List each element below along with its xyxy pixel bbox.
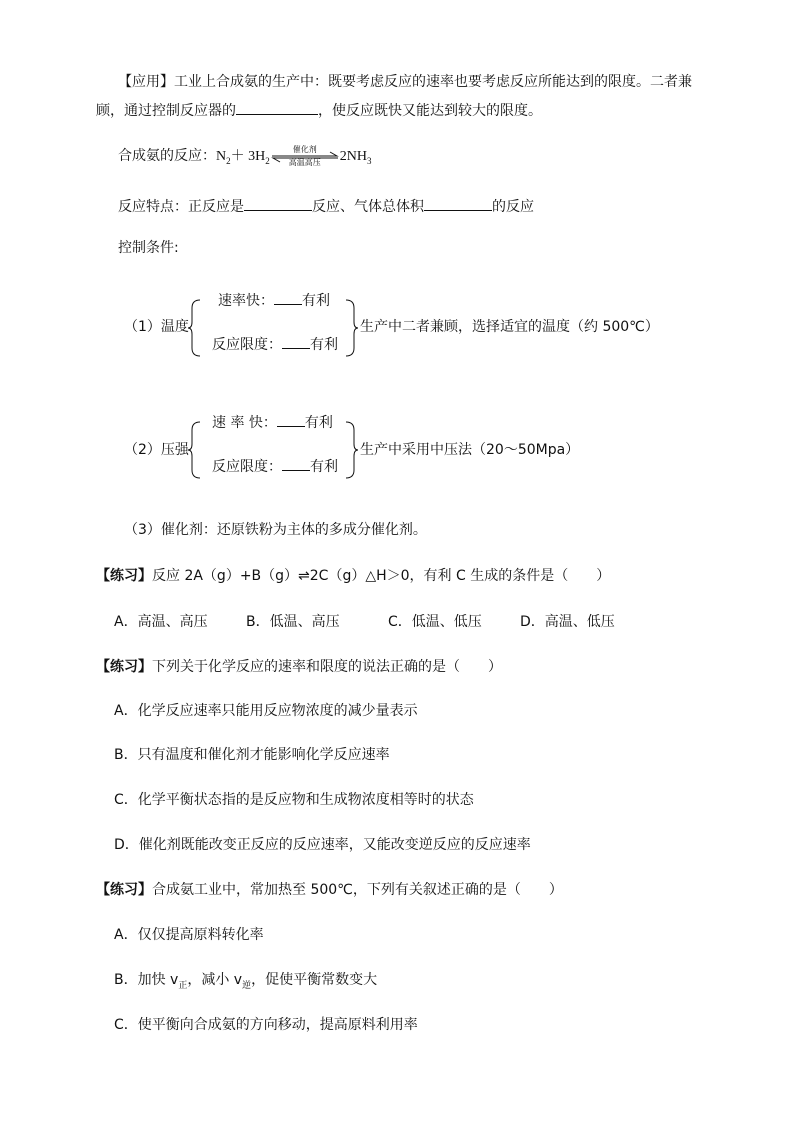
- temperature-rate-row: [218, 290, 330, 311]
- exercise-3-option-b-part-2: ，减小 v: [187, 972, 243, 988]
- left-brace-icon: [188, 298, 202, 358]
- exercise-3-question: [96, 880, 563, 900]
- exercise-2-option-d[interactable]: D．催化剂既能改变正反应的反应速率，又能改变逆反应的反应速率: [114, 837, 531, 853]
- temperature-rate-label: 速率快：: [218, 293, 274, 309]
- features-text-c: 的反应: [492, 199, 534, 215]
- exercise-2-option-c[interactable]: C．化学平衡状态指的是反应物和生成物浓度相等时的状态: [114, 792, 474, 808]
- conditions-label: 高温高压: [288, 158, 321, 167]
- exercise-1-option-a[interactable]: A．高温、高压: [114, 614, 208, 630]
- exercise-1-text: 反应 2A（g）+B（g）⇌2C（g）△H＞0，有利 C 生成的条件是（ ）: [152, 568, 611, 584]
- blank-reactor-condition[interactable]: [236, 100, 318, 115]
- pressure-limit-label: 反应限度：: [212, 459, 282, 475]
- exercise-1-question: [96, 566, 610, 586]
- forward-rate-subscript: 正: [178, 980, 188, 991]
- reverse-rate-subscript: 逆: [242, 980, 252, 991]
- exercise-3-option-b-part-3: ，促使平衡常数变大: [251, 972, 378, 988]
- application-tag: 【应用】: [118, 74, 174, 90]
- blank-pressure-rate[interactable]: [277, 412, 305, 427]
- blank-reaction-type[interactable]: [244, 196, 312, 211]
- right-brace-icon: [344, 420, 358, 480]
- exercise-1-option-c[interactable]: C．低温、低压: [388, 614, 482, 630]
- blank-temperature-rate[interactable]: [274, 290, 302, 305]
- pressure-conclusion: 生产中采用中压法（20～50Mpa）: [360, 442, 580, 458]
- control-title: 控制条件:: [118, 240, 179, 256]
- right-brace-icon: [344, 298, 358, 358]
- reaction-arrow: [270, 146, 340, 166]
- exercise-3-tag: 【练习】: [96, 882, 152, 898]
- left-brace-icon: [188, 420, 202, 480]
- reaction-features: [118, 196, 534, 217]
- application-line-1: [118, 72, 692, 92]
- catalyst-label: 催化剂: [292, 145, 317, 154]
- temperature-label: （1）温度: [124, 319, 189, 335]
- exercise-1-option-b[interactable]: B．低温、高压: [246, 614, 340, 630]
- application-text-1: 工业上合成氨的生产中：既要考虑反应的速率也要考虑反应所能达到的限度。二者兼: [174, 74, 692, 90]
- synthesis-equation: [118, 146, 371, 171]
- exercise-2-question: [96, 657, 502, 677]
- synthesis-prefix: 合成氨的反应：: [118, 148, 216, 164]
- application-line-2: [96, 100, 542, 121]
- application-text-2b: ，使反应既快又能达到较大的限度。: [318, 103, 542, 119]
- exercise-3-option-a[interactable]: A．仅仅提高原料转化率: [114, 927, 264, 943]
- exercise-3-option-c[interactable]: C．使平衡向合成氨的方向移动，提高原料利用率: [114, 1017, 418, 1033]
- temperature-limit-row: [212, 334, 338, 355]
- application-text-2a: 顾，通过控制反应器的: [96, 103, 236, 119]
- pressure-rate-row: [212, 412, 333, 433]
- pressure-limit-row: [212, 456, 338, 477]
- catalyst-line: （3）催化剂：还原铁粉为主体的多成分催化剂。: [124, 522, 427, 538]
- pressure-rate-suffix: 有利: [304, 415, 333, 431]
- blank-pressure-limit[interactable]: [282, 456, 310, 471]
- exercise-1-tag: 【练习】: [96, 568, 152, 584]
- exercise-3-option-b-part-1: B．加快 v: [114, 972, 179, 988]
- exercise-2-option-a[interactable]: A．化学反应速率只能用反应物浓度的减少量表示: [114, 703, 418, 719]
- pressure-rate-label: 速 率 快：: [212, 415, 277, 431]
- pressure-label: （2）压强: [124, 442, 189, 458]
- exercise-3-text: 合成氨工业中，常加热至 500℃，下列有关叙述正确的是（ ）: [152, 882, 563, 898]
- temperature-conclusion: 生产中二者兼顾，选择适宜的温度（约 500℃）: [360, 319, 659, 335]
- features-text-b: 反应、气体总体积: [312, 199, 424, 215]
- exercise-2-option-b[interactable]: B．只有温度和催化剂才能影响化学反应速率: [114, 747, 390, 763]
- pressure-limit-suffix: 有利: [310, 459, 338, 475]
- blank-temperature-limit[interactable]: [282, 334, 310, 349]
- temperature-limit-suffix: 有利: [310, 337, 338, 353]
- product-nh3: $2NH_3$: [339, 149, 372, 166]
- exercise-3-option-b[interactable]: [114, 970, 377, 996]
- blank-volume-change[interactable]: [424, 196, 492, 211]
- features-text-a: 反应特点：正反应是: [118, 199, 244, 215]
- reactant-h2: ＋ $3H_2$: [230, 149, 270, 166]
- reactant-n2: $N_2$: [216, 149, 231, 166]
- temperature-limit-label: 反应限度：: [212, 337, 282, 353]
- temperature-rate-suffix: 有利: [302, 293, 330, 309]
- exercise-1-option-d[interactable]: D．高温、低压: [520, 614, 615, 630]
- exercise-2-text: 下列关于化学反应的速率和限度的说法正确的是（ ）: [152, 659, 502, 675]
- exercise-2-tag: 【练习】: [96, 659, 152, 675]
